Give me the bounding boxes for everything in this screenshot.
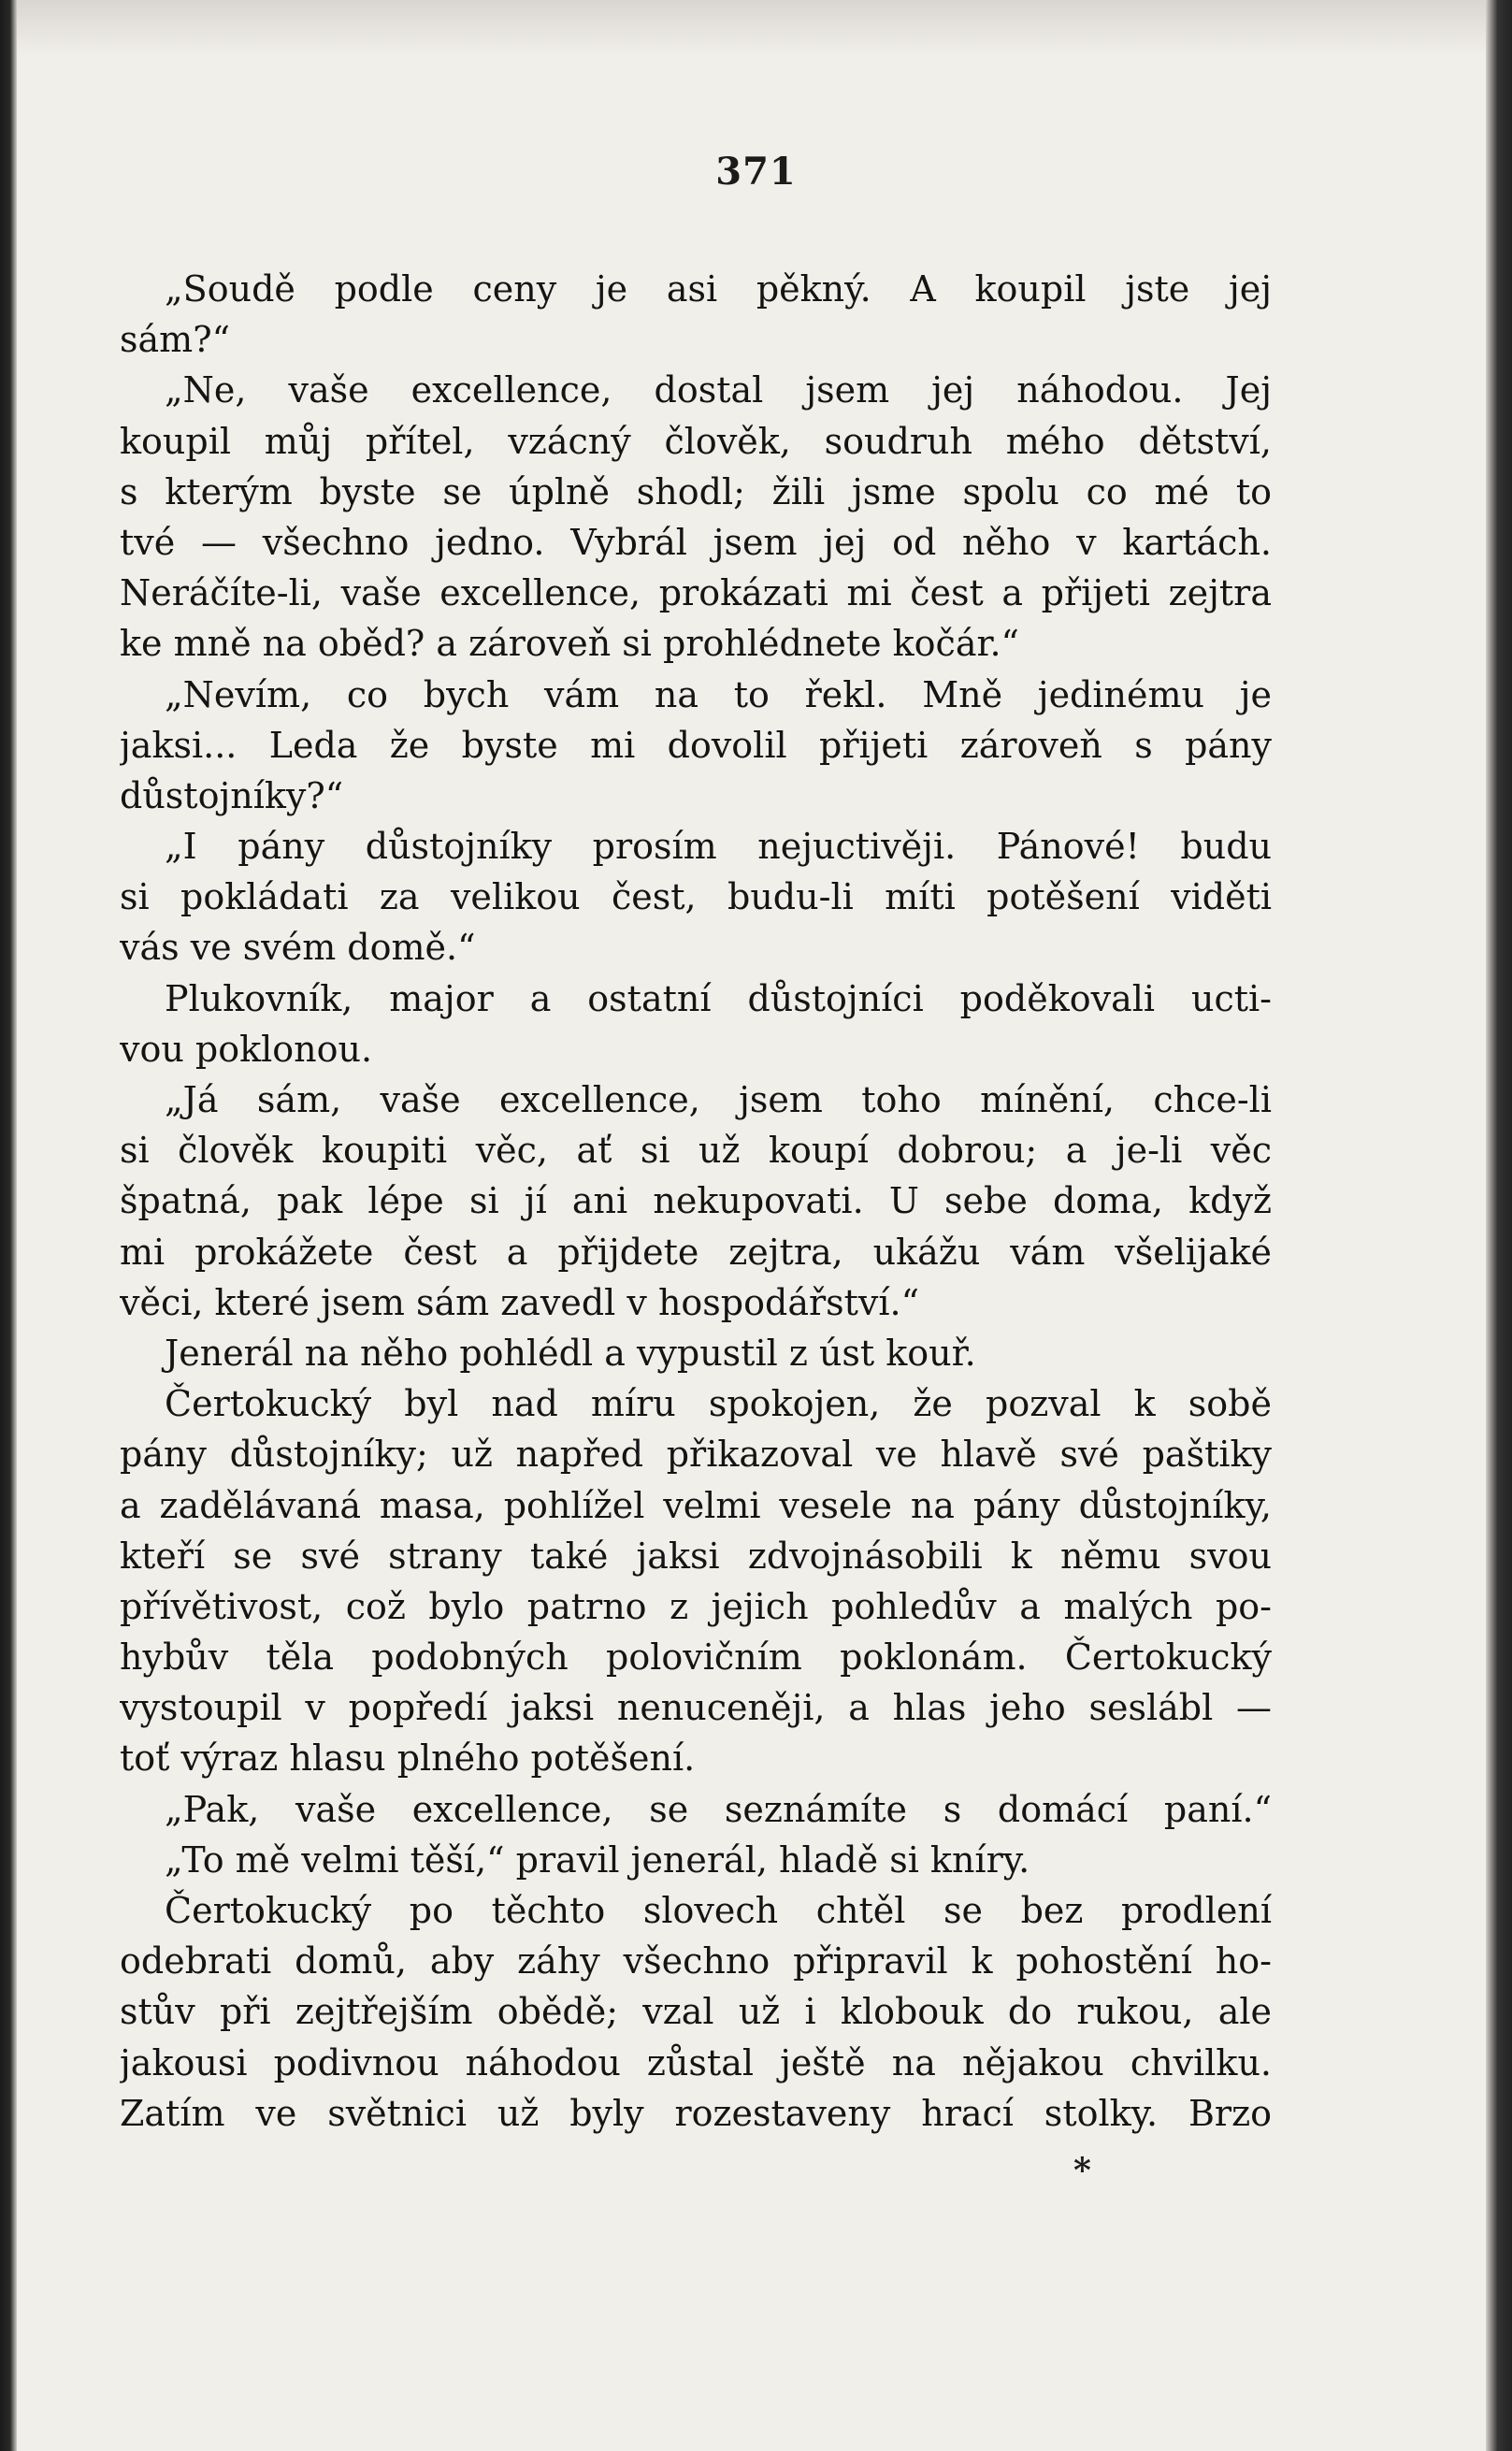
text-line: přívětivost, což bylo patrno z jejich pohledův a malých po-: [120, 1585, 1272, 1627]
text-line: s kterým byste se úplně shodl; žili jsme spolu co mé to: [120, 470, 1272, 512]
text-line: mi prokážete čest a přijdete zejtra, ukážu vám všelijaké: [120, 1231, 1272, 1273]
text-line: věci, které jsem sám zavedl v hospodářství.“: [120, 1281, 920, 1323]
text-line: koupil můj přítel, vzácný člověk, soudruh mého dětství,: [120, 420, 1272, 462]
text-line: „Pak, vaše excellence, se seznámíte s domácí paní.“: [165, 1788, 1272, 1830]
body-text: [120, 264, 1272, 2139]
text-line: si pokládati za velikou čest, budu-li míti potěšení viděti: [120, 876, 1272, 918]
text-line: stův při zejtřejším obědě; vzal už i klobouk do rukou, ale: [120, 1991, 1272, 2033]
page-right-edge: [1486, 0, 1512, 2451]
text-line: Plukovník, major a ostatní důstojníci poděkovali ucti-: [165, 977, 1272, 1019]
signature-mark: *: [1073, 2151, 1091, 2190]
text-line: „To mě velmi těší,“ pravil jenerál, hladě si kníry.: [165, 1838, 1030, 1881]
text-line: Zatím ve světnici už byly rozestaveny hrací stolky. Brzo: [120, 2092, 1272, 2134]
text-line: pány důstojníky; už napřed přikazoval ve hlavě své paštiky: [120, 1434, 1272, 1476]
page-left-edge: [0, 0, 17, 2451]
page-top-shadow: [0, 0, 1512, 56]
text-line: „Nevím, co bych vám na to řekl. Mně jedinému je: [165, 673, 1272, 715]
text-line: odebrati domů, aby záhy všechno připravil k pohostění ho-: [120, 1940, 1272, 1982]
text-line: tvé — všechno jedno. Vybrál jsem jej od něho v kartách.: [120, 521, 1272, 563]
page-number: 371: [715, 150, 797, 194]
text-line: „Já sám, vaše excellence, jsem toho mínění, chce-li: [165, 1079, 1272, 1120]
text-line: důstojníky?“: [120, 774, 344, 816]
text-line: toť výraz hlasu plného potěšení.: [120, 1737, 696, 1780]
text-line: Čertokucký byl nad míru spokojen, že pozval k sobě: [165, 1383, 1272, 1425]
text-line: Neráčíte-li, vaše excellence, prokázati mi čest a přijeti zejtra: [120, 572, 1272, 614]
text-line: sám?“: [120, 319, 230, 361]
text-line: Čertokucký po těchto slovech chtěl se bez prodlení: [165, 1890, 1272, 1931]
text-line: jaksi... Leda že byste mi dovolil přijeti zároveň s pány: [120, 724, 1272, 766]
text-line: jakousi podivnou náhodou zůstal ještě na nějakou chvilku.: [120, 2041, 1272, 2083]
text-line: vás ve svém domě.“: [120, 927, 476, 969]
text-line: špatná, pak lépe si jí ani nekupovati. U sebe doma, když: [120, 1180, 1272, 1222]
text-line: vou poklonou.: [120, 1028, 373, 1070]
text-line: „Soudě podle ceny je asi pěkný. A koupil jste jej: [165, 268, 1272, 310]
text-line: „I pány důstojníky prosím nejuctivěji. Pánové! budu: [165, 826, 1272, 868]
text-line: kteří se své strany také jaksi zdvojnásobili k němu svou: [120, 1535, 1272, 1577]
text-line: Jenerál na něho pohlédl a vypustil z úst kouř.: [165, 1332, 976, 1374]
text-line: hybův těla podobných polovičním poklonám. Čertokucký: [120, 1636, 1272, 1679]
text-line: ke mně na oběd? a zároveň si prohlédnete kočár.“: [120, 623, 1019, 665]
text-line: a zadělávaná masa, pohlížel velmi vesele na pány důstojníky,: [120, 1484, 1272, 1526]
text-line: si člověk koupiti věc, ať si už koupí dobrou; a je-li věc: [120, 1130, 1272, 1172]
text-line: „Ne, vaše excellence, dostal jsem jej náhodou. Jej: [165, 369, 1272, 411]
text-line: vystoupil v popředí jaksi nenuceněji, a hlas jeho seslábl —: [120, 1687, 1272, 1729]
